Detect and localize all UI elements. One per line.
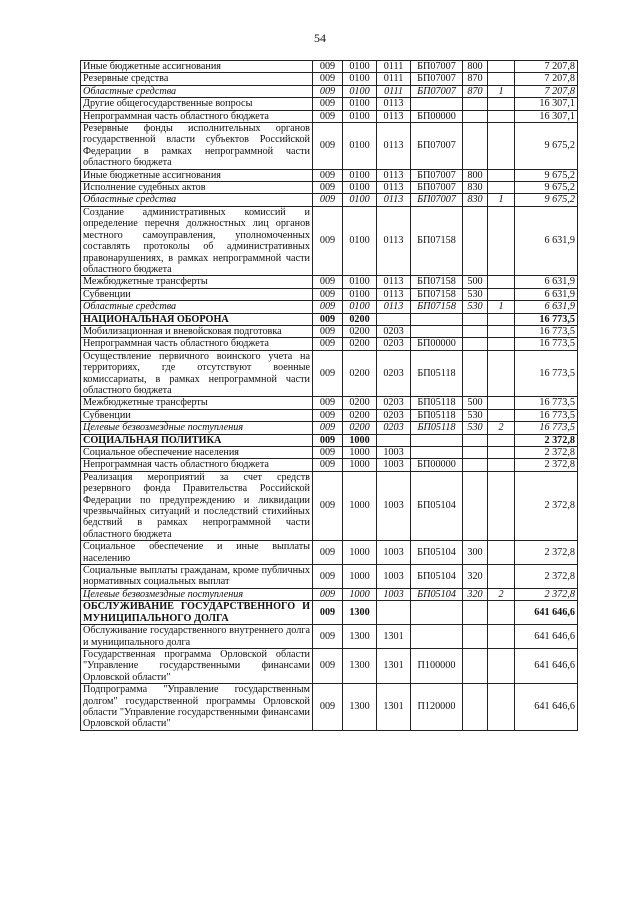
- row-source-note: [488, 182, 515, 194]
- row-amount: 7 207,8: [515, 61, 578, 73]
- row-csr-code: [411, 447, 463, 459]
- row-csr-code: П120000: [411, 684, 463, 731]
- row-rz-code: 0100: [343, 288, 377, 300]
- row-amount: 6 631,9: [515, 206, 578, 275]
- row-gr-code: 009: [313, 447, 343, 459]
- row-csr-code: БП05104: [411, 471, 463, 540]
- row-csr-code: БП05118: [411, 422, 463, 434]
- row-vr-code: [463, 313, 488, 325]
- row-amount: 2 372,8: [515, 588, 578, 600]
- row-vr-code: [463, 648, 488, 683]
- row-vr-code: [463, 625, 488, 649]
- row-gr-code: 009: [313, 350, 343, 397]
- row-name: Иные бюджетные ассигнования: [81, 61, 313, 73]
- row-source-note: [488, 313, 515, 325]
- row-rz-code: 1300: [343, 648, 377, 683]
- table-row: [81, 169, 578, 181]
- row-source-note: [488, 541, 515, 565]
- table-row: [81, 434, 578, 446]
- row-gr-code: 009: [313, 601, 343, 625]
- row-csr-code: БП05118: [411, 409, 463, 421]
- row-source-note: [488, 61, 515, 73]
- row-amount: 16 773,5: [515, 409, 578, 421]
- row-vr-code: [463, 434, 488, 446]
- row-rz-code: 0100: [343, 73, 377, 85]
- row-gr-code: 009: [313, 338, 343, 350]
- row-name: Реализация мероприятий за счет средств резервного фонда Правительства Российской Федерации по предупреждению и ликвидации чрезвычайных ситуаций и последствий стихийных бедствий в рамках непрограммной части областного бюджета: [81, 471, 313, 540]
- row-name: Межбюджетные трансферты: [81, 276, 313, 288]
- row-source-note: [488, 338, 515, 350]
- row-amount: 16 773,5: [515, 313, 578, 325]
- budget-table: [80, 60, 578, 731]
- row-rz-code: 0200: [343, 422, 377, 434]
- row-vr-code: [463, 325, 488, 337]
- row-name: Субвенции: [81, 409, 313, 421]
- row-pr-code: 1003: [377, 541, 411, 565]
- row-csr-code: [411, 625, 463, 649]
- row-source-note: [488, 73, 515, 85]
- row-source-note: [488, 276, 515, 288]
- table-row: [81, 182, 578, 194]
- row-name: Целевые безвозмездные поступления: [81, 422, 313, 434]
- row-csr-code: БП07007: [411, 85, 463, 97]
- row-gr-code: 009: [313, 325, 343, 337]
- row-amount: 16 773,5: [515, 325, 578, 337]
- row-source-note: 1: [488, 301, 515, 313]
- row-source-note: 2: [488, 588, 515, 600]
- row-rz-code: 0100: [343, 98, 377, 110]
- row-gr-code: 009: [313, 169, 343, 181]
- table-row: [81, 276, 578, 288]
- row-csr-code: [411, 601, 463, 625]
- row-name: НАЦИОНАЛЬНАЯ ОБОРОНА: [81, 313, 313, 325]
- row-vr-code: 500: [463, 276, 488, 288]
- table-row: [81, 301, 578, 313]
- row-vr-code: [463, 338, 488, 350]
- row-source-note: [488, 397, 515, 409]
- table-row: [81, 61, 578, 73]
- row-source-note: [488, 565, 515, 589]
- row-gr-code: 009: [313, 313, 343, 325]
- row-pr-code: 0203: [377, 338, 411, 350]
- table-row: [81, 85, 578, 97]
- row-gr-code: 009: [313, 276, 343, 288]
- row-rz-code: 0100: [343, 194, 377, 206]
- table-row: [81, 447, 578, 459]
- row-name: Мобилизационная и вневойсковая подготовка: [81, 325, 313, 337]
- row-gr-code: 009: [313, 459, 343, 471]
- row-csr-code: БП07158: [411, 288, 463, 300]
- row-gr-code: 009: [313, 301, 343, 313]
- row-csr-code: БП07158: [411, 276, 463, 288]
- row-gr-code: 009: [313, 409, 343, 421]
- table-row: [81, 541, 578, 565]
- page-number: 54: [314, 31, 326, 45]
- row-name: Непрограммная часть областного бюджета: [81, 110, 313, 122]
- row-gr-code: 009: [313, 565, 343, 589]
- row-csr-code: БП05104: [411, 541, 463, 565]
- row-source-note: [488, 110, 515, 122]
- row-csr-code: БП07007: [411, 182, 463, 194]
- row-vr-code: 320: [463, 565, 488, 589]
- row-pr-code: 0113: [377, 194, 411, 206]
- row-rz-code: 1000: [343, 471, 377, 540]
- table-row: [81, 123, 578, 170]
- row-csr-code: БП00000: [411, 110, 463, 122]
- row-amount: 9 675,2: [515, 182, 578, 194]
- row-pr-code: 0113: [377, 182, 411, 194]
- row-vr-code: 800: [463, 169, 488, 181]
- row-rz-code: 0100: [343, 301, 377, 313]
- row-pr-code: 0203: [377, 422, 411, 434]
- row-vr-code: [463, 459, 488, 471]
- row-gr-code: 009: [313, 123, 343, 170]
- row-vr-code: [463, 601, 488, 625]
- row-source-note: [488, 409, 515, 421]
- row-csr-code: БП05118: [411, 350, 463, 397]
- row-rz-code: 0200: [343, 313, 377, 325]
- row-rz-code: 0100: [343, 61, 377, 73]
- table-row: [81, 459, 578, 471]
- row-gr-code: 009: [313, 648, 343, 683]
- table-row: [81, 471, 578, 540]
- row-rz-code: 0200: [343, 325, 377, 337]
- row-vr-code: [463, 471, 488, 540]
- table-row: [81, 338, 578, 350]
- row-rz-code: 1000: [343, 447, 377, 459]
- row-csr-code: БП07158: [411, 206, 463, 275]
- row-amount: 16 773,5: [515, 422, 578, 434]
- row-vr-code: 530: [463, 422, 488, 434]
- row-vr-code: 870: [463, 73, 488, 85]
- table-body: [81, 61, 578, 731]
- row-rz-code: 1000: [343, 459, 377, 471]
- row-rz-code: 0200: [343, 338, 377, 350]
- row-amount: 9 675,2: [515, 169, 578, 181]
- row-amount: 2 372,8: [515, 541, 578, 565]
- row-vr-code: 500: [463, 397, 488, 409]
- row-source-note: [488, 169, 515, 181]
- row-gr-code: 009: [313, 110, 343, 122]
- row-rz-code: 0100: [343, 206, 377, 275]
- row-rz-code: 1000: [343, 434, 377, 446]
- row-name: Создание административных комиссий и определение перечня должностных лиц органов местного самоуправления, уполномоченных составлять протоколы об административных правонарушениях, в рамках непрограммной части областного бюджета: [81, 206, 313, 275]
- row-pr-code: 1003: [377, 447, 411, 459]
- row-gr-code: 009: [313, 625, 343, 649]
- row-csr-code: БП07007: [411, 73, 463, 85]
- row-pr-code: 0203: [377, 350, 411, 397]
- row-gr-code: 009: [313, 206, 343, 275]
- row-rz-code: 0100: [343, 169, 377, 181]
- row-csr-code: БП07007: [411, 123, 463, 170]
- row-rz-code: 0100: [343, 182, 377, 194]
- row-rz-code: 1000: [343, 565, 377, 589]
- row-name: Областные средства: [81, 194, 313, 206]
- row-pr-code: 0203: [377, 409, 411, 421]
- row-amount: 641 646,6: [515, 625, 578, 649]
- table-row: [81, 422, 578, 434]
- row-amount: 2 372,8: [515, 434, 578, 446]
- table-row: [81, 625, 578, 649]
- row-source-note: 1: [488, 85, 515, 97]
- row-rz-code: 0100: [343, 110, 377, 122]
- row-source-note: [488, 459, 515, 471]
- row-rz-code: 1000: [343, 541, 377, 565]
- row-pr-code: 0111: [377, 73, 411, 85]
- row-gr-code: 009: [313, 588, 343, 600]
- row-csr-code: БП00000: [411, 338, 463, 350]
- table-row: [81, 288, 578, 300]
- row-amount: 6 631,9: [515, 276, 578, 288]
- row-amount: 9 675,2: [515, 123, 578, 170]
- table-row: [81, 648, 578, 683]
- row-rz-code: 1300: [343, 684, 377, 731]
- row-csr-code: БП05104: [411, 588, 463, 600]
- row-pr-code: 0203: [377, 397, 411, 409]
- row-name: Подпрограмма "Управление государственным долгом" государственной программы Орловской области "Управление государственными финансами Орловской области": [81, 684, 313, 731]
- row-rz-code: 0100: [343, 276, 377, 288]
- row-gr-code: 009: [313, 684, 343, 731]
- row-csr-code: БП05104: [411, 565, 463, 589]
- row-amount: 2 372,8: [515, 459, 578, 471]
- row-csr-code: [411, 325, 463, 337]
- row-pr-code: 1003: [377, 459, 411, 471]
- row-vr-code: 320: [463, 588, 488, 600]
- row-name: Иные бюджетные ассигнования: [81, 169, 313, 181]
- row-name: Субвенции: [81, 288, 313, 300]
- row-pr-code: 1003: [377, 471, 411, 540]
- table-row: [81, 313, 578, 325]
- row-amount: 641 646,6: [515, 648, 578, 683]
- table-row: [81, 409, 578, 421]
- row-gr-code: 009: [313, 397, 343, 409]
- row-amount: 16 773,5: [515, 338, 578, 350]
- row-csr-code: [411, 98, 463, 110]
- row-amount: 2 372,8: [515, 471, 578, 540]
- row-vr-code: 530: [463, 409, 488, 421]
- row-vr-code: 300: [463, 541, 488, 565]
- table-row: [81, 194, 578, 206]
- row-gr-code: 009: [313, 422, 343, 434]
- row-csr-code: БП00000: [411, 459, 463, 471]
- row-name: Другие общегосударственные вопросы: [81, 98, 313, 110]
- row-amount: 9 675,2: [515, 194, 578, 206]
- row-csr-code: БП07007: [411, 61, 463, 73]
- row-source-note: [488, 288, 515, 300]
- row-rz-code: 0100: [343, 123, 377, 170]
- row-gr-code: 009: [313, 541, 343, 565]
- row-name: Государственная программа Орловской области "Управление государственными финансами Орловской области": [81, 648, 313, 683]
- row-amount: 2 372,8: [515, 565, 578, 589]
- row-gr-code: 009: [313, 182, 343, 194]
- row-csr-code: БП07007: [411, 194, 463, 206]
- row-vr-code: 530: [463, 301, 488, 313]
- table-row: [81, 98, 578, 110]
- row-pr-code: 0113: [377, 110, 411, 122]
- row-amount: 16 307,1: [515, 110, 578, 122]
- table-row: [81, 325, 578, 337]
- row-source-note: [488, 601, 515, 625]
- row-vr-code: [463, 206, 488, 275]
- row-vr-code: [463, 123, 488, 170]
- row-gr-code: 009: [313, 434, 343, 446]
- row-pr-code: 0113: [377, 169, 411, 181]
- row-vr-code: 530: [463, 288, 488, 300]
- row-source-note: [488, 434, 515, 446]
- row-gr-code: 009: [313, 61, 343, 73]
- row-source-note: [488, 206, 515, 275]
- row-amount: 16 773,5: [515, 397, 578, 409]
- row-pr-code: [377, 313, 411, 325]
- table-row: [81, 684, 578, 731]
- row-pr-code: 0113: [377, 301, 411, 313]
- row-pr-code: 0113: [377, 123, 411, 170]
- table-row: [81, 206, 578, 275]
- row-pr-code: 0113: [377, 98, 411, 110]
- row-name: ОБСЛУЖИВАНИЕ ГОСУДАРСТВЕННОГО И МУНИЦИПАЛЬНОГО ДОЛГА: [81, 601, 313, 625]
- row-csr-code: [411, 434, 463, 446]
- row-rz-code: 1000: [343, 588, 377, 600]
- row-rz-code: 0200: [343, 409, 377, 421]
- row-amount: 7 207,8: [515, 85, 578, 97]
- row-vr-code: [463, 684, 488, 731]
- row-pr-code: 0113: [377, 288, 411, 300]
- row-amount: 16 307,1: [515, 98, 578, 110]
- row-source-note: 1: [488, 194, 515, 206]
- row-source-note: [488, 625, 515, 649]
- row-source-note: [488, 648, 515, 683]
- row-vr-code: 800: [463, 61, 488, 73]
- row-pr-code: 1003: [377, 588, 411, 600]
- row-source-note: [488, 350, 515, 397]
- row-amount: 6 631,9: [515, 288, 578, 300]
- row-name: Социальные выплаты гражданам, кроме публичных нормативных социальных выплат: [81, 565, 313, 589]
- row-gr-code: 009: [313, 98, 343, 110]
- row-vr-code: [463, 447, 488, 459]
- row-name: Областные средства: [81, 301, 313, 313]
- row-gr-code: 009: [313, 194, 343, 206]
- row-source-note: [488, 684, 515, 731]
- row-vr-code: [463, 350, 488, 397]
- row-name: Обслуживание государственного внутреннего долга и муниципального долга: [81, 625, 313, 649]
- row-pr-code: 1301: [377, 625, 411, 649]
- row-source-note: 2: [488, 422, 515, 434]
- row-csr-code: БП05118: [411, 397, 463, 409]
- row-amount: 7 207,8: [515, 73, 578, 85]
- row-name: Непрограммная часть областного бюджета: [81, 459, 313, 471]
- row-amount: 641 646,6: [515, 684, 578, 731]
- row-pr-code: [377, 434, 411, 446]
- row-pr-code: 1003: [377, 565, 411, 589]
- row-vr-code: 870: [463, 85, 488, 97]
- row-pr-code: 0203: [377, 325, 411, 337]
- row-name: Осуществление первичного воинского учета на территориях, где отсутствуют военные комиссариаты, в рамках непрограммной части областного бюджета: [81, 350, 313, 397]
- row-rz-code: 1300: [343, 601, 377, 625]
- row-name: Исполнение судебных актов: [81, 182, 313, 194]
- row-csr-code: БП07007: [411, 169, 463, 181]
- row-source-note: [488, 471, 515, 540]
- row-name: СОЦИАЛЬНАЯ ПОЛИТИКА: [81, 434, 313, 446]
- row-name: Резервные средства: [81, 73, 313, 85]
- row-csr-code: БП07158: [411, 301, 463, 313]
- row-pr-code: 0111: [377, 85, 411, 97]
- row-pr-code: 0113: [377, 276, 411, 288]
- table-row: [81, 565, 578, 589]
- row-csr-code: П100000: [411, 648, 463, 683]
- row-vr-code: [463, 110, 488, 122]
- row-pr-code: 1301: [377, 648, 411, 683]
- row-gr-code: 009: [313, 288, 343, 300]
- row-vr-code: 830: [463, 194, 488, 206]
- row-amount: 16 773,5: [515, 350, 578, 397]
- row-name: Целевые безвозмездные поступления: [81, 588, 313, 600]
- row-pr-code: 0111: [377, 61, 411, 73]
- row-rz-code: 0200: [343, 350, 377, 397]
- row-source-note: [488, 325, 515, 337]
- row-rz-code: 0100: [343, 85, 377, 97]
- row-vr-code: 830: [463, 182, 488, 194]
- row-name: Резервные фонды исполнительных органов государственной власти субъектов Российской Федерации в рамках непрограммной части областного бюджета: [81, 123, 313, 170]
- table-row: [81, 397, 578, 409]
- row-rz-code: 0200: [343, 397, 377, 409]
- row-gr-code: 009: [313, 73, 343, 85]
- row-amount: 641 646,6: [515, 601, 578, 625]
- row-name: Областные средства: [81, 85, 313, 97]
- row-name: Социальное обеспечение населения: [81, 447, 313, 459]
- row-pr-code: 0113: [377, 206, 411, 275]
- row-gr-code: 009: [313, 471, 343, 540]
- table-row: [81, 350, 578, 397]
- table-row: [81, 601, 578, 625]
- row-pr-code: [377, 601, 411, 625]
- row-csr-code: [411, 313, 463, 325]
- row-name: Социальное обеспечение и иные выплаты населению: [81, 541, 313, 565]
- row-pr-code: 1301: [377, 684, 411, 731]
- row-rz-code: 1300: [343, 625, 377, 649]
- row-name: Межбюджетные трансферты: [81, 397, 313, 409]
- row-amount: 6 631,9: [515, 301, 578, 313]
- row-amount: 2 372,8: [515, 447, 578, 459]
- row-vr-code: [463, 98, 488, 110]
- table-row: [81, 588, 578, 600]
- row-source-note: [488, 98, 515, 110]
- row-source-note: [488, 447, 515, 459]
- table-row: [81, 73, 578, 85]
- row-source-note: [488, 123, 515, 170]
- row-gr-code: 009: [313, 85, 343, 97]
- row-name: Непрограммная часть областного бюджета: [81, 338, 313, 350]
- table-row: [81, 110, 578, 122]
